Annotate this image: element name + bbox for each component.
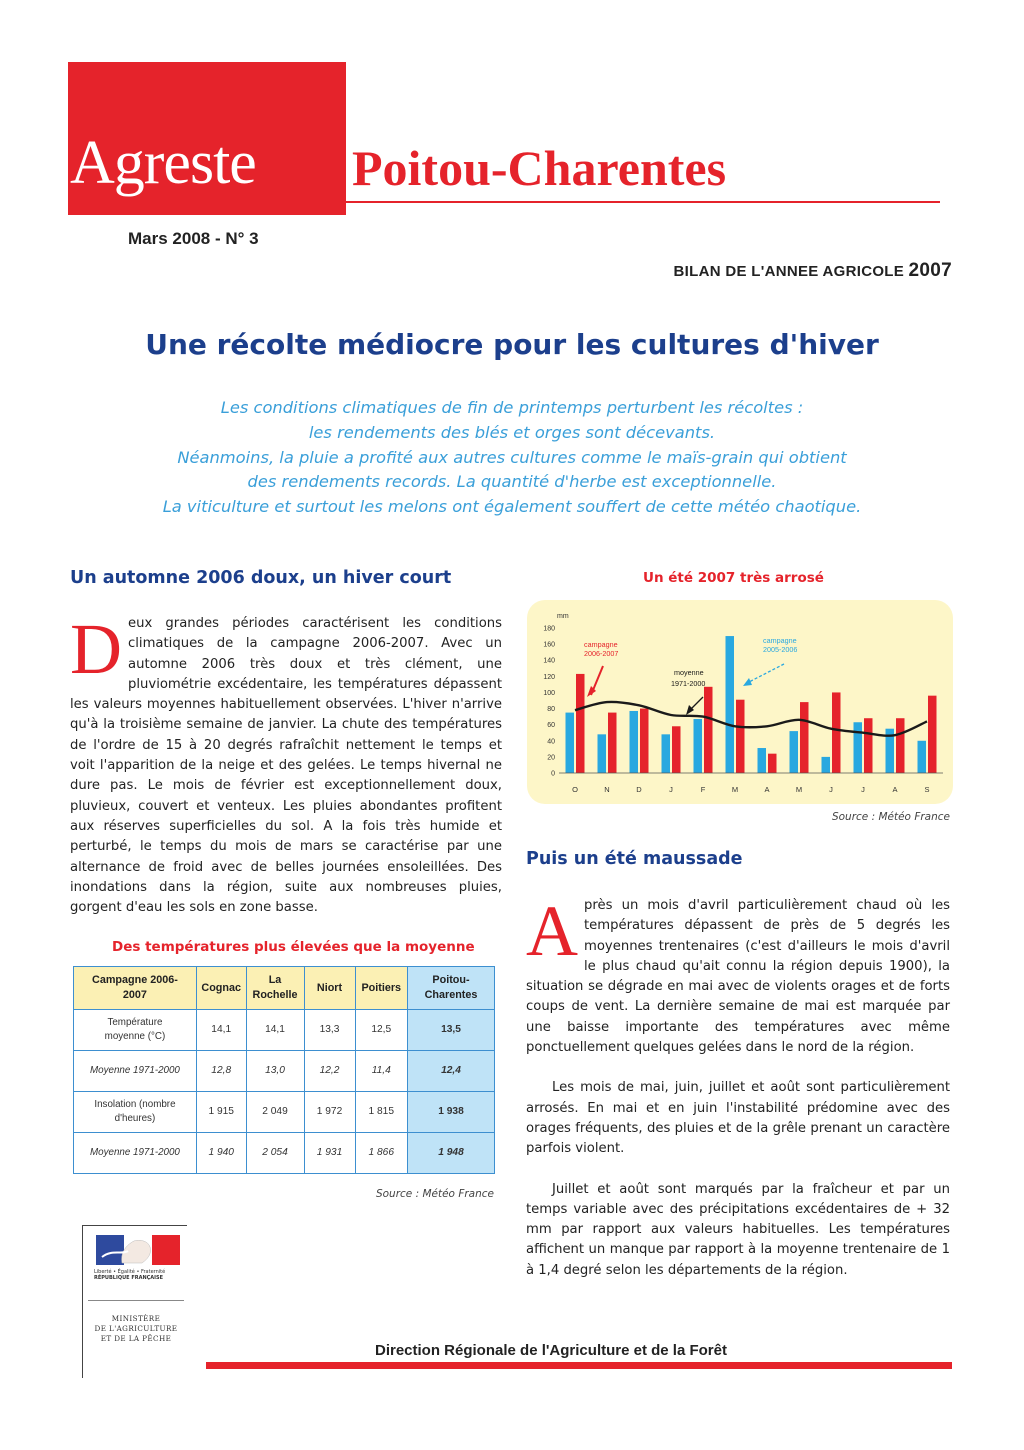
table-cell: 12,4 xyxy=(408,1051,495,1092)
bar-2006-2007 xyxy=(736,700,745,773)
lede-line: Les conditions climatiques de fin de printemps perturbent les récoltes : xyxy=(220,398,804,417)
table-row xyxy=(74,1051,495,1092)
bar-2006-2007 xyxy=(864,718,873,773)
brand-agreste: Agreste xyxy=(70,129,256,197)
table-cell: 13,5 xyxy=(408,1010,495,1051)
legend-label-2005-2006: campagne 2005-2006 xyxy=(763,636,798,654)
x-tick-label: M xyxy=(795,785,803,794)
table-header: Cognac xyxy=(196,967,246,1010)
table-cell: 12,8 xyxy=(196,1051,246,1092)
logo-motto xyxy=(94,1269,165,1281)
y-tick-label: 80 xyxy=(547,706,555,714)
legend-arrow-2005-2006 xyxy=(749,664,784,682)
table-cell: 13,3 xyxy=(304,1010,355,1051)
table-cell: 1 931 xyxy=(304,1133,355,1174)
x-tick-label: M xyxy=(731,785,739,794)
lede xyxy=(90,396,934,520)
ministry-name xyxy=(82,1314,190,1344)
dropcap: A xyxy=(526,891,578,971)
table-title: Des températures plus élevées que la moyenne xyxy=(112,939,475,955)
y-axis-ticks xyxy=(543,626,555,778)
lede-line: des rendements records. La quantité d'herbe est exceptionnelle. xyxy=(247,472,777,492)
x-tick-label: A xyxy=(892,785,898,794)
table-cell: 11,4 xyxy=(355,1051,408,1092)
section-title-summer: Puis un été maussade xyxy=(526,849,743,869)
table-header: Poitou-Charentes xyxy=(408,967,495,1010)
x-tick-label: D xyxy=(636,785,642,794)
table-header: Campagne 2006-2007 xyxy=(74,967,197,1010)
bar-2006-2007 xyxy=(768,754,777,773)
lede-line: Néanmoins, la pluie a profité aux autres cultures comme le maïs-grain qui obtient xyxy=(177,447,847,467)
row-label: Insolation (nombre d'heures) xyxy=(74,1092,197,1133)
dropcap: D xyxy=(70,609,122,689)
bar-2005-2006 xyxy=(630,711,639,773)
row-label: Moyenne 1971-2000 xyxy=(74,1133,197,1174)
chart-source: Source : Météo France xyxy=(831,811,950,823)
y-tick-label: 140 xyxy=(543,657,555,665)
bar-2006-2007 xyxy=(576,674,585,773)
table-header: Niort xyxy=(304,967,355,1010)
table-source: Source : Météo France xyxy=(375,1188,494,1200)
issue-number: Mars 2008 - N° 3 xyxy=(128,229,259,248)
y-tick-label: 40 xyxy=(547,738,555,746)
x-tick-label: J xyxy=(861,785,865,794)
bars xyxy=(566,636,937,773)
legend-label-moyenne: moyenne 1971-2000 xyxy=(671,668,706,688)
bar-2006-2007 xyxy=(608,713,617,773)
x-tick-label: O xyxy=(572,785,578,794)
bar-2005-2006 xyxy=(758,748,767,773)
bar-2006-2007 xyxy=(672,726,681,773)
masthead-rule xyxy=(346,201,940,203)
x-tick-label: F xyxy=(700,785,706,794)
table-row xyxy=(74,1133,495,1174)
bar-2005-2006 xyxy=(598,734,607,773)
section-body-autumn xyxy=(70,609,502,918)
table-header: La Rochelle xyxy=(246,967,304,1010)
y-tick-label: 0 xyxy=(551,770,555,778)
table-cell: 14,1 xyxy=(196,1010,246,1051)
x-tick-label: J xyxy=(669,785,673,794)
country-text: RÉPUBLIQUE FRANÇAISE xyxy=(94,1275,164,1281)
bar-2005-2006 xyxy=(566,713,575,773)
table-cell: 2 054 xyxy=(246,1133,304,1174)
legend-arrowhead-2005-2006 xyxy=(743,678,752,686)
bar-2006-2007 xyxy=(800,702,809,773)
page-title: Une récolte médiocre pour les cultures d'hiver xyxy=(145,328,879,361)
logo-divider xyxy=(88,1300,184,1301)
y-tick-label: 120 xyxy=(543,673,555,681)
bar-2005-2006 xyxy=(662,734,671,773)
bar-2005-2006 xyxy=(822,757,831,773)
motto-text: Liberté • Égalité • Fraternité xyxy=(94,1269,166,1275)
brand-region: Poitou-Charentes xyxy=(352,140,727,196)
bar-2006-2007 xyxy=(640,709,649,773)
kicker-text: BILAN DE L'ANNEE AGRICOLE xyxy=(673,263,905,280)
bar-2006-2007 xyxy=(704,687,713,773)
bar-2005-2006 xyxy=(790,731,799,773)
bar-2006-2007 xyxy=(832,692,841,773)
section-title-autumn: Un automne 2006 doux, un hiver court xyxy=(70,568,452,588)
ministry-line: MINISTÈRE xyxy=(111,1314,161,1323)
footer-title: Direction Régionale de l'Agriculture et de la Forêt xyxy=(375,1342,727,1359)
section-body-summer xyxy=(526,891,950,1281)
footer-rule xyxy=(206,1362,952,1369)
kicker xyxy=(674,260,952,282)
y-tick-label: 160 xyxy=(543,641,555,649)
table-row xyxy=(74,1010,495,1051)
y-tick-label: 20 xyxy=(547,754,555,762)
table-header-row xyxy=(74,967,495,1010)
y-tick-label: 180 xyxy=(543,625,555,633)
table-cell: 1 915 xyxy=(196,1092,246,1133)
paragraph: eux grandes périodes caractérisent les conditions climatiques de la campagne 2006-2007. Avec un automne 2006 très doux et très clément, une pluviométrie excédentaire, les températures dépassent les valeurs moyennes habituellement observées. L'hiver n'arrive qu'à la troisième semaine de janvier. La chute des températures de l'ordre de 15 à 20 degrés rafraîchit nettement le temps et voit l'apparition de la neige et des gelées. Le temps hivernal ne dure pas. Le mois de février est exceptionnellement doux, pluvieux, couvert et venteux. Les pluies abondantes profitent aux réserves superficielles du sol. A la fois très humide et perturbé, le temps du mois de mars se caractérise par une alternance de froid avec de belles journées ensoleillées. Des inondations dans la région, suite aux nombreuses pluies, gorgent d'eau les sols en zone basse. xyxy=(70,616,502,916)
table-cell: 12,2 xyxy=(304,1051,355,1092)
paragraph: près un mois d'avril particulièrement chaud où les températures dépassent de près de 5 degrés les moyennes trentenaires (c'est d'ailleurs le mois d'avril le plus chaud qu'ait connu la région depuis 1900), la situation se dégrade en mai avec de violents orages et de forts coups de vent. La dernière semaine de mai est marquée par une baisse importante des températures avec même ponctuellement quelques gelées dans le nord de la région. xyxy=(526,898,950,1056)
table-cell: 1 938 xyxy=(408,1092,495,1133)
ministry-line: ET DE LA PÊCHE xyxy=(100,1334,172,1343)
bar-2006-2007 xyxy=(896,718,905,773)
row-label: Température moyenne (°C) xyxy=(74,1010,197,1051)
chart-title: Un été 2007 très arrosé xyxy=(643,570,824,586)
paragraph: Juillet et août sont marqués par la fraîcheur et par un temps variable avec des précipitations excédentaires de + 32 mm par rapport aux valeurs habituelles. Les températures affichent un manque par rapport à la moyenne trentenaire de 1 à 1,4 degré selon les départements de la région. xyxy=(526,1181,950,1278)
bar-2005-2006 xyxy=(694,719,703,773)
temperature-table xyxy=(73,966,495,1174)
series-line-moyenne xyxy=(575,702,927,736)
table-cell: 12,5 xyxy=(355,1010,408,1051)
y-tick-label: 100 xyxy=(543,689,555,697)
y-tick-label: 60 xyxy=(547,722,555,730)
rainfall-chart xyxy=(527,600,953,804)
table-cell: 1 948 xyxy=(408,1133,495,1174)
ministry-line: DE L'AGRICULTURE xyxy=(94,1324,178,1333)
table-cell: 1 815 xyxy=(355,1092,408,1133)
table-cell: 1 940 xyxy=(196,1133,246,1174)
lede-line: les rendements des blés et orges sont décevants. xyxy=(308,422,716,442)
y-axis-unit: mm xyxy=(557,613,569,620)
x-tick-label: J xyxy=(829,785,833,794)
bar-2005-2006 xyxy=(726,636,735,773)
x-tick-label: A xyxy=(764,785,770,794)
x-tick-label: S xyxy=(924,785,930,794)
bar-2005-2006 xyxy=(918,741,927,773)
marianne-logo-icon xyxy=(92,1233,182,1267)
bar-2005-2006 xyxy=(854,722,863,773)
table-cell: 13,0 xyxy=(246,1051,304,1092)
table-cell: 2 049 xyxy=(246,1092,304,1133)
table-row xyxy=(74,1092,495,1133)
x-tick-label: N xyxy=(604,785,610,794)
table-cell: 1 866 xyxy=(355,1133,408,1174)
kicker-year: 2007 xyxy=(908,260,952,281)
lede-line: La viticulture et surtout les melons ont également souffert de cette météo chaotique. xyxy=(162,497,862,517)
row-label: Moyenne 1971-2000 xyxy=(74,1051,197,1092)
paragraph: Les mois de mai, juin, juillet et août sont particulièrement arrosés. En mai et en juin l'instabilité prédomine avec des orages fréquents, des pluies et de la grêle prenant un caractère parfois violent. xyxy=(526,1080,950,1157)
table-header: Poitiers xyxy=(355,967,408,1010)
x-axis-ticks xyxy=(572,785,929,794)
table-cell: 1 972 xyxy=(304,1092,355,1133)
bar-2006-2007 xyxy=(928,696,937,773)
table-cell: 14,1 xyxy=(246,1010,304,1051)
legend-label-2006-2007: campagne 2006-2007 xyxy=(584,640,619,658)
